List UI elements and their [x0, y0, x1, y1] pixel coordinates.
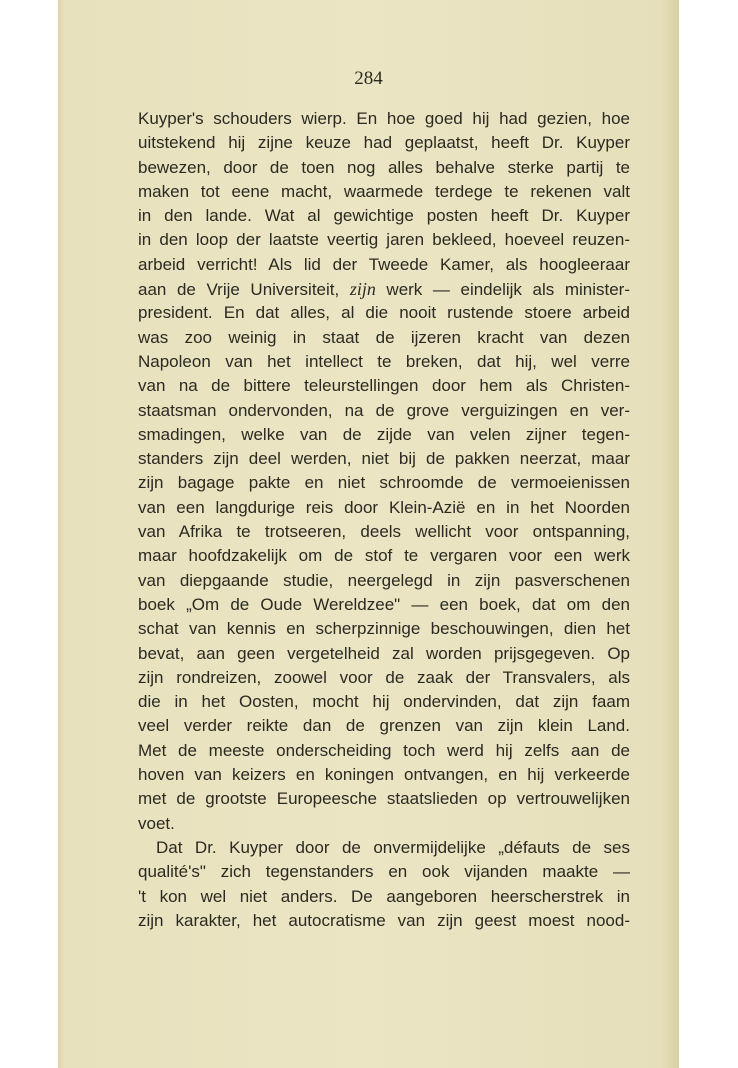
- text-line: Dat Dr. Kuyper door de onvermijdelijke „défauts de ses: [156, 837, 630, 857]
- text-line: standers zijn deel werden, niet bij de pakken neerzat, maar: [138, 449, 630, 469]
- text-line: veel verder reikte dan de grenzen van zijn klein Land.: [138, 716, 630, 736]
- text-line: qualité's" zich tegenstanders en ook vijanden maakte —: [138, 862, 630, 882]
- text-line: Napoleon van het intellect te breken, dat hij, wel verre: [138, 351, 630, 371]
- text-line: boek „Om de Oude Wereldzee" — een boek, dat om den: [138, 594, 630, 614]
- text-line: president. En dat alles, al die nooit rustende stoere arbeid: [138, 303, 630, 323]
- page-number: 284: [354, 68, 383, 89]
- text-line: schat van kennis en scherpzinnige beschouwingen, dien het: [138, 619, 630, 639]
- text-line: staatsman ondervonden, na de grove verguizingen en ver-: [138, 400, 630, 420]
- text-line: in den loop der laatste veertig jaren bekleed, hoeveel reuzen-: [138, 230, 630, 250]
- text-line: zijn bagage pakte en niet schroomde de vermoeienissen: [138, 473, 630, 493]
- body-text: [138, 107, 630, 933]
- text-line: bewezen, door de toen nog alles behalve sterke partij te: [138, 157, 630, 177]
- text-line: in den lande. Wat al gewichtige posten heeft Dr. Kuyper: [138, 206, 630, 226]
- text-line: met de grootste Europeesche staatslieden op vertrouwelijken: [138, 789, 630, 809]
- text-line: bevat, aan geen vergetelheid zal worden prijsgegeven. Op: [138, 643, 630, 663]
- text-line: van Afrika te trotseeren, deels wellicht voor ontspanning,: [138, 522, 630, 542]
- text-segment: aan de Vrije Universiteit,: [138, 280, 350, 300]
- book-page: [58, 0, 679, 1068]
- text-line: [138, 277, 630, 301]
- text-line: Met de meeste onderscheiding toch werd hij zelfs aan de: [138, 740, 630, 760]
- text-line: uitstekend hij zijne keuze had geplaatst, heeft Dr. Kuyper: [138, 133, 630, 153]
- text-line: 't kon wel niet anders. De aangeboren heerscherstrek in: [138, 886, 630, 906]
- text-line: van diepgaande studie, neergelegd in zijn pasverschenen: [138, 570, 630, 590]
- italic-text: zijn: [349, 279, 376, 300]
- text-line: maken tot eene macht, waarmede terdege te rekenen valt: [138, 181, 630, 201]
- text-line: van na de bittere teleurstellingen door hem als Christen-: [138, 376, 630, 396]
- text-line: zijn rondreizen, zoowel voor de zaak der Transvalers, als: [138, 667, 630, 687]
- text-line: arbeid verricht! Als lid der Tweede Kamer, als hoogleeraar: [138, 254, 630, 274]
- text-line: was zoo weinig in staat de ijzeren kracht van dezen: [138, 327, 630, 347]
- text-line: smadingen, welke van de zijde van velen zijner tegen-: [138, 424, 630, 444]
- text-line: hoven van keizers en koningen ontvangen, en hij verkeerde: [138, 765, 630, 785]
- text-line: Kuyper's schouders wierp. En hoe goed hij had gezien, hoe: [138, 109, 630, 128]
- text-line: van een langdurige reis door Klein-Azië en in het Noorden: [138, 497, 630, 517]
- text-line: maar hoofdzakelijk om de stof te vergaren voor een werk: [138, 546, 630, 566]
- text-line: die in het Oosten, mocht hij ondervinden, dat zijn faam: [138, 692, 630, 712]
- text-line: zijn karakter, het autocratisme van zijn geest moest nood-: [138, 910, 630, 930]
- text-line: voet.: [138, 813, 175, 833]
- text-segment: werk — eindelijk als minister-: [375, 280, 630, 300]
